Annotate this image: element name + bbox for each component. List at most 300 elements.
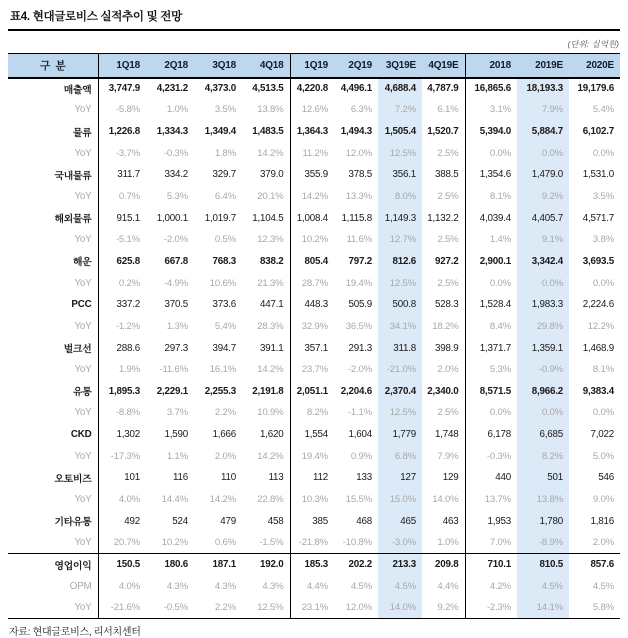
value-cell: 4.0% <box>118 493 140 505</box>
header-cell: 1Q19 <box>290 54 334 78</box>
value-cell: 447.1 <box>242 294 290 316</box>
value-cell: -10.8% <box>342 537 372 549</box>
row-label: YoY <box>8 142 98 164</box>
row-label: YoY <box>8 597 98 619</box>
value-cell: 1,779 <box>378 424 422 446</box>
value-cell: 927.2 <box>422 251 465 273</box>
value-cell: 21.3% <box>242 272 290 294</box>
row-label: 해외물류 <box>8 207 98 229</box>
value-cell: -4.9% <box>163 277 188 289</box>
header-cell: 2020E <box>569 54 620 78</box>
value-cell: 14.2% <box>242 142 290 164</box>
value-cell: 6.3% <box>350 104 372 116</box>
value-cell: 213.3 <box>378 554 422 576</box>
value-cell: 0.0% <box>592 277 614 289</box>
value-cell: 18.2% <box>422 316 465 338</box>
value-cell: 0.2% <box>118 277 140 289</box>
value-cell: 1,359.1 <box>517 337 569 359</box>
value-cell: 9,383.4 <box>582 385 614 397</box>
value-cell: -0.3% <box>163 147 188 159</box>
value-cell: 12.5% <box>378 272 422 294</box>
value-cell: 1,349.4 <box>204 126 236 138</box>
value-cell: 1,132.2 <box>422 207 465 229</box>
value-cell: 5.3% <box>489 364 511 376</box>
table-row <box>8 251 620 273</box>
value-cell: 2.0% <box>214 450 236 462</box>
value-cell: 14.0% <box>378 597 422 619</box>
value-cell: 710.1 <box>465 554 517 576</box>
value-cell: 14.1% <box>517 597 569 619</box>
value-cell: 0.7% <box>118 191 140 203</box>
value-cell: 4,220.8 <box>296 83 328 95</box>
value-cell: 5,394.0 <box>479 126 511 138</box>
value-cell: -0.3% <box>486 450 511 462</box>
value-cell: 6,178 <box>487 429 511 441</box>
table-row <box>8 489 620 511</box>
value-cell: 667.8 <box>164 255 188 267</box>
value-cell: 479 <box>220 515 236 527</box>
value-cell: 8.4% <box>489 320 511 332</box>
value-cell: 22.8% <box>242 489 290 511</box>
value-cell: 7.9% <box>517 99 569 121</box>
table-row <box>8 445 620 467</box>
value-cell: 1,590 <box>164 429 188 441</box>
value-cell: 448.3 <box>304 299 328 311</box>
value-cell: 1,483.5 <box>242 121 290 143</box>
row-label: YoY <box>8 272 98 294</box>
value-cell: 1,371.7 <box>479 342 511 354</box>
value-cell: -3.0% <box>378 532 422 554</box>
value-cell: 1.3% <box>166 320 188 332</box>
value-cell: 373.6 <box>212 299 236 311</box>
row-label: 기타유통 <box>8 510 98 532</box>
value-cell: 4,571.7 <box>582 212 614 224</box>
value-cell: 4.4% <box>422 575 465 597</box>
value-cell: 0.0% <box>592 407 614 419</box>
value-cell: 4.3% <box>166 580 188 592</box>
value-cell: 440 <box>495 472 511 484</box>
value-cell: 1,479.0 <box>517 164 569 186</box>
row-label: 국내물류 <box>8 164 98 186</box>
row-label: YoY <box>8 99 98 121</box>
value-cell: 18,193.3 <box>517 78 569 100</box>
header-cell: 2Q19 <box>334 54 378 78</box>
value-cell: 185.3 <box>290 554 334 576</box>
value-cell: 2,370.4 <box>378 380 422 402</box>
value-cell: 1,019.7 <box>204 212 236 224</box>
value-cell: 492 <box>124 515 140 527</box>
value-cell: 1,008.4 <box>296 212 328 224</box>
value-cell: 1,334.3 <box>156 126 188 138</box>
value-cell: 5.8% <box>592 601 614 613</box>
row-label: 유통 <box>8 380 98 402</box>
value-cell: 8.2% <box>306 407 328 419</box>
value-cell: 150.5 <box>98 554 146 576</box>
value-cell: 127 <box>378 467 422 489</box>
value-cell: 5.4% <box>592 104 614 116</box>
value-cell: 4.5% <box>350 580 372 592</box>
value-cell: -3.7% <box>115 147 140 159</box>
value-cell: 23.7% <box>301 364 328 376</box>
value-cell: 1,354.6 <box>479 169 511 181</box>
value-cell: 388.5 <box>422 164 465 186</box>
value-cell: 0.0% <box>489 277 511 289</box>
value-cell: 1,531.0 <box>582 169 614 181</box>
value-cell: 1,468.9 <box>582 342 614 354</box>
header-row <box>8 54 620 78</box>
table-row <box>8 337 620 359</box>
value-cell: 4,039.4 <box>479 212 511 224</box>
value-cell: 202.2 <box>334 554 378 576</box>
value-cell: 11.6% <box>346 234 372 246</box>
value-cell: 14.2% <box>301 191 328 203</box>
value-cell: 810.5 <box>517 554 569 576</box>
value-cell: 9.0% <box>592 493 614 505</box>
value-cell: 291.3 <box>348 342 372 354</box>
value-cell: 2,229.1 <box>156 385 188 397</box>
value-cell: 6.1% <box>422 99 465 121</box>
value-cell: 4.4% <box>306 580 328 592</box>
value-cell: 3.7% <box>166 407 188 419</box>
value-cell: 2,191.8 <box>242 380 290 402</box>
value-cell: 2.0% <box>592 537 614 549</box>
value-cell: 12.7% <box>378 229 422 251</box>
row-label: 물류 <box>8 121 98 143</box>
value-cell: 13.8% <box>517 489 569 511</box>
value-cell: 4.5% <box>517 575 569 597</box>
table-body <box>8 78 620 619</box>
value-cell: 398.9 <box>422 337 465 359</box>
table-row <box>8 164 620 186</box>
row-label: YoY <box>8 186 98 208</box>
value-cell: 2,340.0 <box>422 380 465 402</box>
value-cell: 19.4% <box>301 450 328 462</box>
value-cell: 14.4% <box>161 493 188 505</box>
value-cell: 129 <box>422 467 465 489</box>
value-cell: 4,496.1 <box>340 83 372 95</box>
value-cell: 15.5% <box>345 493 372 505</box>
value-cell: 797.2 <box>348 255 372 267</box>
value-cell: 5,884.7 <box>517 121 569 143</box>
value-cell: 12.3% <box>242 229 290 251</box>
row-label: YoY <box>8 445 98 467</box>
value-cell: 8.0% <box>378 186 422 208</box>
value-cell: 4,231.2 <box>156 83 188 95</box>
value-cell: 28.7% <box>301 277 328 289</box>
value-cell: 187.1 <box>194 554 242 576</box>
value-cell: 297.3 <box>164 342 188 354</box>
table-row <box>8 532 620 554</box>
value-cell: 1,895.3 <box>108 385 140 397</box>
value-cell: 0.0% <box>517 402 569 424</box>
value-cell: 110 <box>220 472 236 484</box>
value-cell: 0.9% <box>350 450 372 462</box>
table-row <box>8 121 620 143</box>
value-cell: 468 <box>356 515 372 527</box>
value-cell: 1,666 <box>212 429 236 441</box>
row-label: 매출액 <box>8 78 98 100</box>
value-cell: 3.5% <box>592 191 614 203</box>
financial-table <box>8 53 620 619</box>
value-cell: 838.2 <box>242 251 290 273</box>
value-cell: 1,149.3 <box>378 207 422 229</box>
value-cell: -5.1% <box>115 234 140 246</box>
value-cell: 13.8% <box>242 99 290 121</box>
value-cell: 1,780 <box>517 510 569 532</box>
value-cell: 7.0% <box>489 537 511 549</box>
value-cell: 20.1% <box>242 186 290 208</box>
value-cell: 1,000.1 <box>156 212 188 224</box>
value-cell: 1,494.3 <box>340 126 372 138</box>
value-cell: 20.7% <box>113 537 140 549</box>
table-row <box>8 99 620 121</box>
value-cell: 14.0% <box>422 489 465 511</box>
header-cell: 3Q18 <box>194 54 242 78</box>
value-cell: 505.9 <box>348 299 372 311</box>
value-cell: 101 <box>124 472 140 484</box>
value-cell: 6,685 <box>517 424 569 446</box>
value-cell: 1,983.3 <box>517 294 569 316</box>
value-cell: 805.4 <box>304 255 328 267</box>
value-cell: -0.5% <box>163 601 188 613</box>
value-cell: 8.1% <box>489 191 511 203</box>
value-cell: 4.2% <box>489 580 511 592</box>
value-cell: 2.0% <box>422 359 465 381</box>
value-cell: 0.0% <box>489 147 511 159</box>
value-cell: 3,747.9 <box>108 83 140 95</box>
value-cell: 14.2% <box>242 359 290 381</box>
value-cell: 2,051.1 <box>296 385 328 397</box>
value-cell: 500.8 <box>378 294 422 316</box>
row-label: 벌크선 <box>8 337 98 359</box>
value-cell: 2.5% <box>422 229 465 251</box>
value-cell: 1.0% <box>166 104 188 116</box>
value-cell: 2,224.6 <box>582 299 614 311</box>
table-row <box>8 272 620 294</box>
table-title: 표4. 현대글로비스 실적추이 및 전망 <box>8 6 620 31</box>
value-cell: -2.3% <box>486 601 511 613</box>
table-row <box>8 229 620 251</box>
table-row <box>8 554 620 576</box>
value-cell: 2.2% <box>214 407 236 419</box>
value-cell: 8.1% <box>592 364 614 376</box>
value-cell: 10.6% <box>209 277 236 289</box>
value-cell: 1,115.8 <box>341 212 372 224</box>
value-cell: 192.0 <box>242 554 290 576</box>
value-cell: 4.5% <box>592 580 614 592</box>
value-cell: -2.0% <box>347 364 372 376</box>
row-label: PCC <box>8 294 98 316</box>
value-cell: 5.3% <box>166 191 188 203</box>
header-cell: 4Q18 <box>242 54 290 78</box>
value-cell: 334.2 <box>164 169 188 181</box>
value-cell: 19,179.6 <box>577 83 614 95</box>
value-cell: 337.2 <box>116 299 140 311</box>
row-label: OPM <box>8 575 98 597</box>
value-cell: 29.8% <box>517 316 569 338</box>
value-cell: 2.5% <box>422 186 465 208</box>
value-cell: 501 <box>517 467 569 489</box>
value-cell: 355.9 <box>304 169 328 181</box>
value-cell: 625.8 <box>116 255 140 267</box>
value-cell: 4,513.5 <box>242 78 290 100</box>
table-row <box>8 186 620 208</box>
value-cell: 12.5% <box>242 597 290 619</box>
table-row <box>8 510 620 532</box>
value-cell: 36.5% <box>345 320 372 332</box>
row-label: CKD <box>8 424 98 446</box>
value-cell: -1.5% <box>242 532 290 554</box>
value-cell: 3.1% <box>489 104 511 116</box>
value-cell: -11.6% <box>159 364 188 376</box>
value-cell: 13.7% <box>484 493 511 505</box>
value-cell: 8,966.2 <box>517 380 569 402</box>
value-cell: 7.9% <box>422 445 465 467</box>
value-cell: 357.1 <box>304 342 328 354</box>
table-row <box>8 597 620 619</box>
value-cell: 524 <box>172 515 188 527</box>
value-cell: -8.9% <box>517 532 569 554</box>
value-cell: 11.2% <box>302 147 328 159</box>
value-cell: 546 <box>598 472 614 484</box>
value-cell: 379.0 <box>242 164 290 186</box>
value-cell: 12.0% <box>345 601 372 613</box>
value-cell: 1,520.7 <box>422 121 465 143</box>
table-row <box>8 467 620 489</box>
table-row <box>8 78 620 100</box>
value-cell: 463 <box>422 510 465 532</box>
value-cell: 4.5% <box>378 575 422 597</box>
value-cell: 7.2% <box>378 99 422 121</box>
row-label: 오토비즈 <box>8 467 98 489</box>
row-label: YoY <box>8 402 98 424</box>
value-cell: 4.0% <box>118 580 140 592</box>
value-cell: 1,505.4 <box>378 121 422 143</box>
value-cell: 6.4% <box>214 191 236 203</box>
value-cell: 2,255.3 <box>204 385 236 397</box>
header-cell: 4Q19E <box>422 54 465 78</box>
value-cell: 112 <box>312 472 328 484</box>
value-cell: 812.6 <box>378 251 422 273</box>
value-cell: 391.1 <box>242 337 290 359</box>
value-cell: 4,787.9 <box>422 78 465 100</box>
value-cell: -1.1% <box>347 407 372 419</box>
value-cell: 1,620 <box>242 424 290 446</box>
value-cell: 133 <box>356 472 372 484</box>
table-row <box>8 380 620 402</box>
value-cell: 16.1% <box>209 364 236 376</box>
value-cell: 10.2% <box>301 234 328 246</box>
value-cell: 5.4% <box>214 320 236 332</box>
value-cell: 857.6 <box>569 554 620 576</box>
value-cell: 1,364.3 <box>296 126 328 138</box>
value-cell: 528.3 <box>422 294 465 316</box>
value-cell: 3.8% <box>592 234 614 246</box>
header-cell: 2019E <box>517 54 569 78</box>
value-cell: 370.5 <box>164 299 188 311</box>
value-cell: 4,373.0 <box>204 83 236 95</box>
table-row <box>8 359 620 381</box>
value-cell: -21.6% <box>110 601 140 613</box>
row-label: 영업이익 <box>8 554 98 576</box>
table-header <box>8 54 620 78</box>
value-cell: 3,693.5 <box>582 255 614 267</box>
table-row <box>8 424 620 446</box>
value-cell: 1,302 <box>116 429 140 441</box>
value-cell: 3,342.4 <box>517 251 569 273</box>
value-cell: 1,953 <box>487 515 511 527</box>
value-cell: 5.0% <box>592 450 614 462</box>
table-row <box>8 142 620 164</box>
value-cell: 9.1% <box>517 229 569 251</box>
value-cell: 12.5% <box>378 142 422 164</box>
value-cell: -17.3% <box>110 450 140 462</box>
value-cell: 4.3% <box>214 580 236 592</box>
value-cell: -0.9% <box>517 359 569 381</box>
row-label: YoY <box>8 489 98 511</box>
value-cell: 2.2% <box>214 601 236 613</box>
value-cell: 465 <box>378 510 422 532</box>
value-cell: 14.2% <box>242 445 290 467</box>
value-cell: 12.2% <box>587 320 614 332</box>
value-cell: 1,104.5 <box>242 207 290 229</box>
value-cell: 13.3% <box>345 191 372 203</box>
value-cell: 288.6 <box>116 342 140 354</box>
value-cell: -21.0% <box>378 359 422 381</box>
row-label: YoY <box>8 316 98 338</box>
value-cell: 4,688.4 <box>378 78 422 100</box>
header-cell: 1Q18 <box>98 54 146 78</box>
value-cell: 1,816 <box>590 515 614 527</box>
value-cell: 2.5% <box>422 272 465 294</box>
row-label: 해운 <box>8 251 98 273</box>
header-cell: 2Q18 <box>146 54 194 78</box>
table-row <box>8 316 620 338</box>
value-cell: 4.3% <box>242 575 290 597</box>
value-cell: 0.0% <box>489 407 511 419</box>
row-label: YoY <box>8 229 98 251</box>
value-cell: -1.2% <box>115 320 140 332</box>
value-cell: 113 <box>242 467 290 489</box>
value-cell: 1,554 <box>304 429 328 441</box>
value-cell: 0.0% <box>517 142 569 164</box>
value-cell: 12.5% <box>378 402 422 424</box>
value-cell: 311.7 <box>117 169 140 181</box>
value-cell: 1.0% <box>422 532 465 554</box>
value-cell: 209.8 <box>422 554 465 576</box>
value-cell: 0.0% <box>592 147 614 159</box>
value-cell: 394.7 <box>212 342 236 354</box>
value-cell: -8.8% <box>115 407 140 419</box>
value-cell: 0.5% <box>214 234 236 246</box>
value-cell: 7,022 <box>590 429 614 441</box>
value-cell: 8.2% <box>517 445 569 467</box>
row-label: YoY <box>8 532 98 554</box>
table-row <box>8 575 620 597</box>
value-cell: 1.1% <box>166 450 188 462</box>
value-cell: 385 <box>312 515 328 527</box>
value-cell: 6.8% <box>378 445 422 467</box>
value-cell: 356.1 <box>378 164 422 186</box>
value-cell: 1.9% <box>118 364 140 376</box>
value-cell: 1,604 <box>348 429 372 441</box>
value-cell: 12.0% <box>345 147 372 159</box>
value-cell: -2.0% <box>163 234 188 246</box>
unit-note: (단위: 십억원) <box>567 39 619 49</box>
value-cell: 116 <box>172 472 188 484</box>
value-cell: 0.6% <box>214 537 236 549</box>
value-cell: 2.5% <box>422 142 465 164</box>
